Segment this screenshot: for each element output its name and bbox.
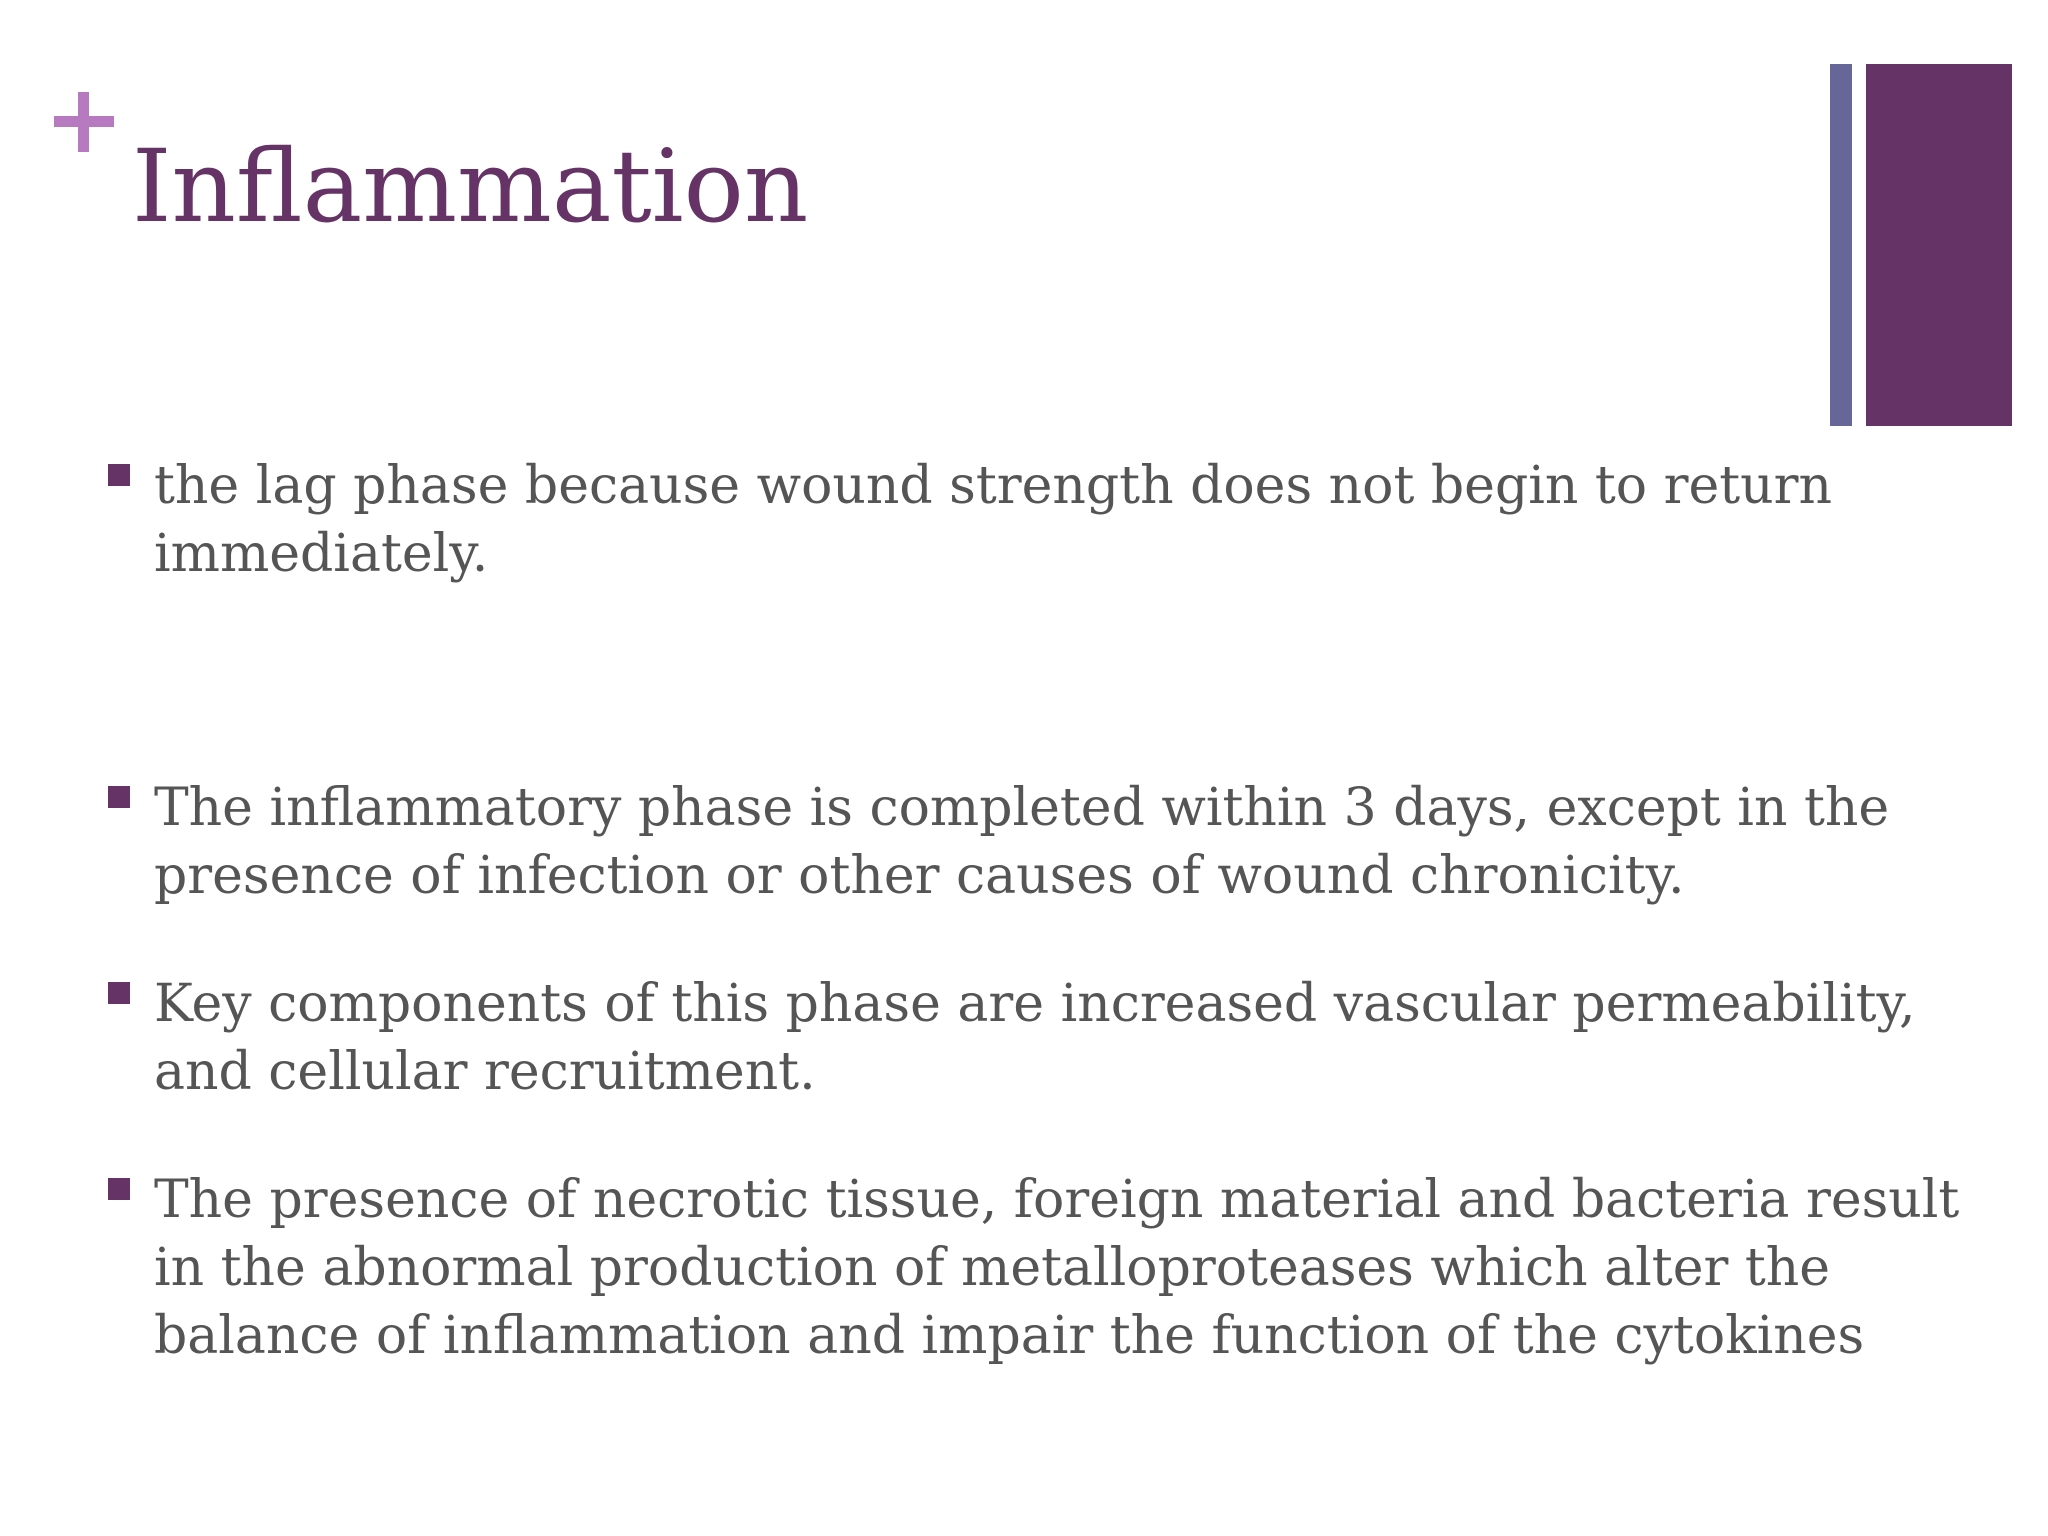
bullet-list <box>106 452 1986 1370</box>
bullet-item <box>106 1166 1986 1370</box>
accent-bar-thick <box>1866 64 2012 426</box>
bullet-item <box>106 774 1986 910</box>
bullet-text: the lag phase because wound strength does not begin to return immediately. <box>154 456 1832 584</box>
bullet-item <box>106 970 1986 1106</box>
square-bullet-icon <box>108 1178 130 1200</box>
bullet-text: Key components of this phase are increased vascular permeability, and cellular recruitment. <box>154 974 1916 1102</box>
bullet-item <box>106 452 1986 588</box>
plus-icon <box>54 92 114 152</box>
bullet-text: The presence of necrotic tissue, foreign material and bacteria result in the abnormal production of metalloproteases which alter the balance of inflammation and impair the function of the cytokines <box>154 1170 1960 1366</box>
accent-bar-thin <box>1830 64 1852 426</box>
square-bullet-icon <box>108 786 130 808</box>
square-bullet-icon <box>108 464 130 486</box>
bullet-text: The inflammatory phase is completed within 3 days, except in the presence of infection or other causes of wound chronicity. <box>154 778 1890 906</box>
slide-title: Inflammation <box>132 128 809 245</box>
square-bullet-icon <box>108 982 130 1004</box>
